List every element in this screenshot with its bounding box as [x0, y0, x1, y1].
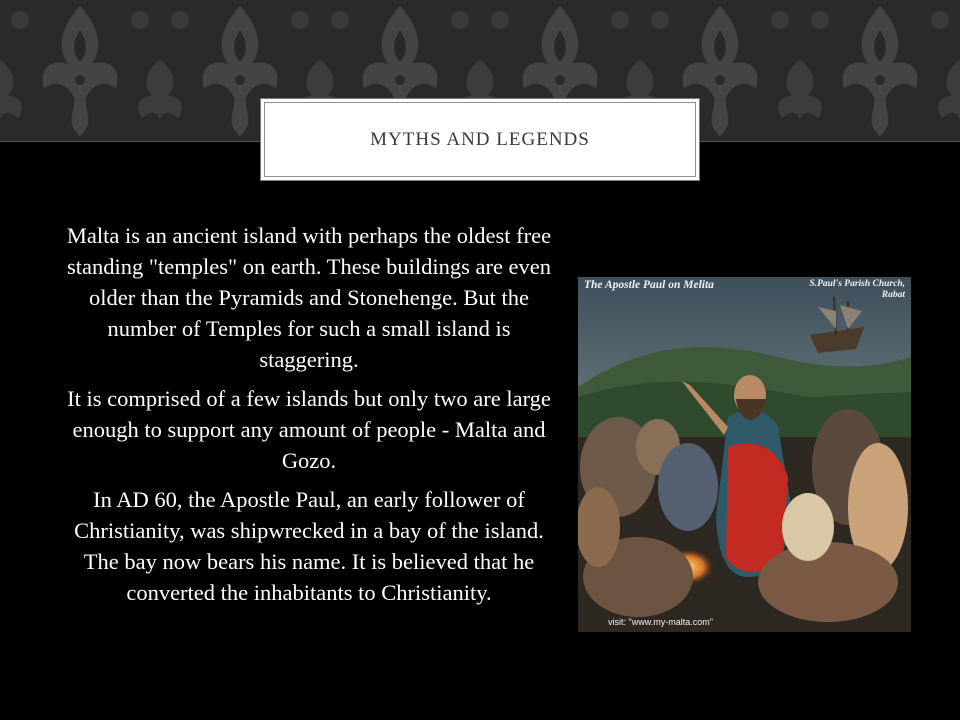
apostle-paul-painting [578, 277, 911, 632]
painting-illustration [578, 277, 911, 632]
slide-body [58, 220, 560, 616]
painting-caption-title: The Apostle Paul on Melita [584, 279, 714, 291]
slide-title: MYTHS AND LEGENDS [370, 128, 590, 150]
title-box [260, 98, 700, 181]
title-inner-frame [264, 102, 696, 177]
paragraph-islands: It is comprised of a few islands but only two are large enough to support any amount of people - Malta and Gozo. [67, 386, 551, 473]
painting-caption-location [809, 279, 905, 301]
painting-website-watermark: visit: "www.my-malta.com" [608, 617, 713, 627]
painting-caption-church: S.Paul's Parish Church, [809, 279, 905, 289]
paragraph-temples: Malta is an ancient island with perhaps the oldest free standing "temples" on earth. These buildings are even older than the Pyramids and Stonehenge. But the number of Temples for such a small island is staggering. [66, 223, 552, 372]
paragraph-apostle-paul: In AD 60, the Apostle Paul, an early follower of Christianity, was shipwrecked in a bay of the island. The bay now bears his name. It is believed that he converted the inhabitants to Christianity. [74, 487, 544, 605]
painting-caption-town: Rabat [881, 290, 905, 300]
